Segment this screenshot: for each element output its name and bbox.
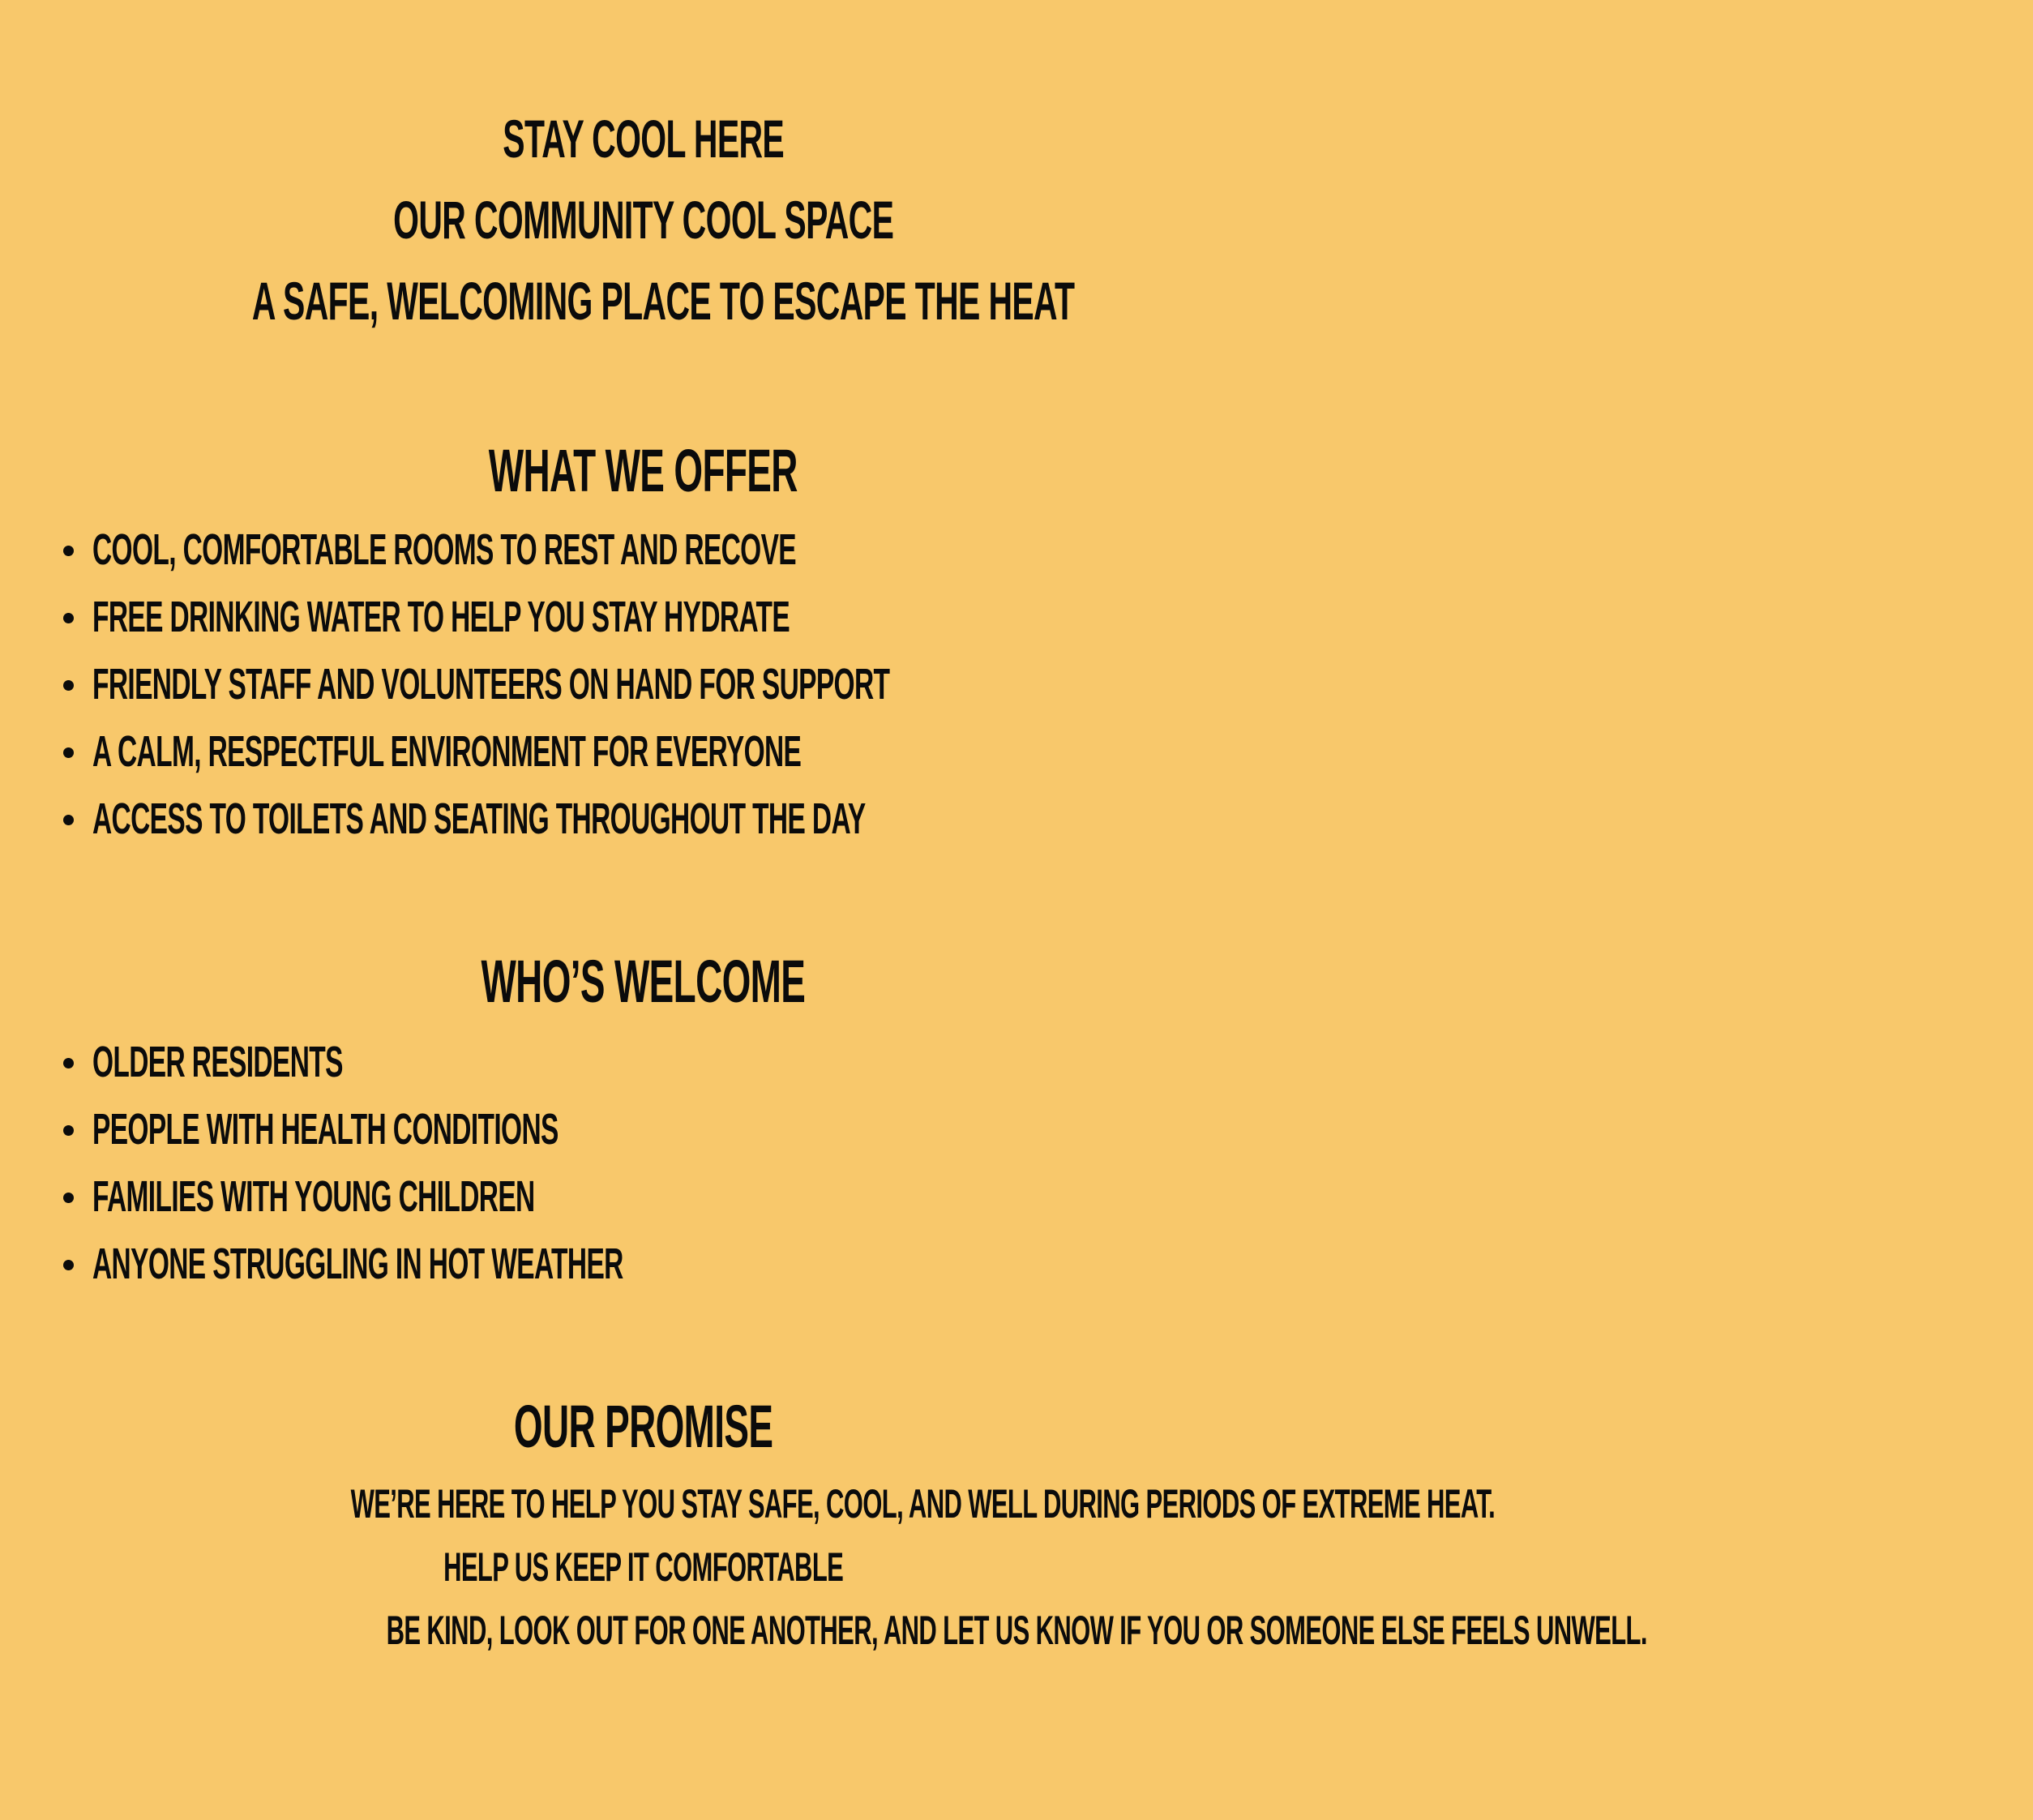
promise-closing-text: BE KIND, LOOK OUT FOR ONE ANOTHER, AND LET US KNOW IF YOU OR SOMEONE ELSE FEELS UNWELL.	[386, 1608, 1647, 1653]
offer-list-item	[0, 584, 1286, 651]
welcome-list-item	[0, 1231, 1286, 1298]
promise-subheading-text: HELP US KEEP IT COMFORTABLE	[443, 1544, 844, 1590]
welcome-list-item	[0, 1029, 1286, 1096]
bullet-icon	[63, 546, 74, 556]
welcome-list	[0, 1029, 1286, 1298]
offer-item-text: A CALM, RESPECTFUL ENVIRONMENT FOR EVERYONE	[92, 727, 802, 776]
offer-list-item	[0, 718, 1286, 786]
welcome-heading-text: WHO’S WELCOME	[481, 948, 806, 1015]
offer-list-item	[0, 786, 1286, 853]
bullet-icon	[63, 815, 74, 825]
bullet-icon	[63, 1193, 74, 1203]
bullet-icon	[63, 680, 74, 691]
bullet-icon	[63, 613, 74, 623]
bullet-icon	[63, 1260, 74, 1270]
welcome-item-text: FAMILIES WITH YOUNG CHILDREN	[92, 1172, 535, 1221]
offer-item-text: COOL, COMFORTABLE ROOMS TO REST AND RECOVE	[92, 525, 797, 574]
bullet-icon	[63, 1058, 74, 1068]
offer-list-item	[0, 651, 1286, 718]
offer-list	[0, 516, 1286, 853]
promise-closing	[0, 1606, 1647, 1655]
welcome-list-item	[0, 1163, 1286, 1231]
bullet-icon	[63, 1125, 74, 1136]
poster-tagline	[0, 268, 1286, 333]
offer-list-item	[0, 516, 1286, 584]
promise-heading-text: OUR PROMISE	[513, 1393, 773, 1460]
offer-item-text: ACCESS TO TOILETS AND SEATING THROUGHOUT THE DAY	[92, 794, 866, 843]
promise-statement-text: WE’RE HERE TO HELP YOU STAY SAFE, COOL, AND WELL DURING PERIODS OF EXTREME HEAT.	[350, 1481, 1496, 1527]
offer-heading-text: WHAT WE OFFER	[488, 437, 798, 504]
offer-item-text: FREE DRINKING WATER TO HELP YOU STAY HYDRATE	[92, 593, 790, 641]
promise-heading	[0, 1391, 1286, 1462]
poster-subtitle	[0, 187, 1286, 252]
welcome-item-text: PEOPLE WITH HEALTH CONDITIONS	[92, 1105, 559, 1154]
poster-title-text: STAY COOL HERE	[503, 109, 784, 169]
poster-tagline-text: A SAFE, WELCOMING PLACE TO ESCAPE THE HEAT	[251, 271, 1075, 331]
offer-heading	[0, 435, 1286, 507]
promise-statement	[0, 1480, 1496, 1528]
welcome-item-text: ANYONE STRUGGLING IN HOT WEATHER	[92, 1240, 623, 1288]
poster-title	[0, 106, 1286, 171]
welcome-heading	[0, 946, 1286, 1017]
offer-item-text: FRIENDLY STAFF AND VOLUNTEERS ON HAND FOR SUPPORT	[92, 660, 890, 709]
welcome-list-item	[0, 1096, 1286, 1163]
poster-subtitle-text: OUR COMMUNITY COOL SPACE	[392, 190, 894, 250]
promise-subheading	[0, 1543, 1286, 1591]
bullet-icon	[63, 747, 74, 758]
welcome-item-text: OLDER RESIDENTS	[92, 1038, 343, 1086]
